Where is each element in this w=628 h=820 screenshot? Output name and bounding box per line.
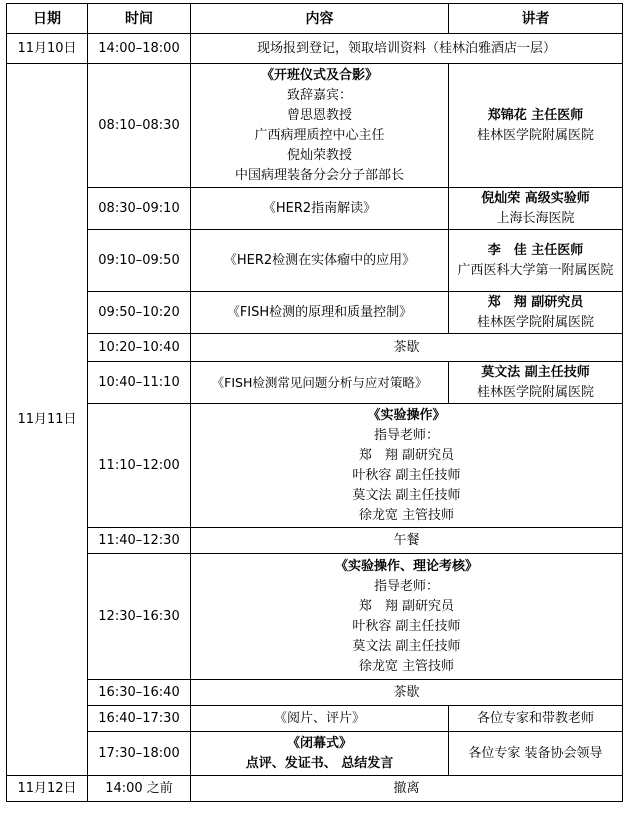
content-line: 莫文法 副主任技师 [352, 487, 461, 503]
table-row [7, 188, 623, 230]
time-cell: 09:10–09:50 [88, 230, 191, 292]
speaker-name: 郑锦花 主任医师 [487, 107, 584, 123]
speaker-name: 倪灿荣 高级实验师 [481, 190, 590, 206]
content-line: 郑 翔 副研究员 [358, 598, 455, 614]
time-cell: 12:30–16:30 [88, 554, 191, 680]
header-speaker: 讲者 [449, 4, 623, 34]
speaker-name: 莫文法 副主任技师 [481, 364, 590, 380]
date-cell: 11月10日 [7, 34, 88, 64]
speaker-org: 上海长海医院 [496, 210, 575, 226]
content-line: 指导老师： [373, 578, 439, 594]
session-title: 《开班仪式及合影》 [260, 67, 378, 83]
table-row [7, 776, 623, 802]
table-row [7, 528, 623, 554]
content-line: 徐龙宽 主管技师 [358, 658, 455, 674]
table-row [7, 64, 623, 188]
time-cell: 09:50–10:20 [88, 292, 191, 334]
header-content: 内容 [191, 4, 449, 34]
content-line: 曾思恩教授 [286, 107, 352, 123]
time-cell: 08:30–09:10 [88, 188, 191, 230]
session-title: 《闭幕式》 [286, 735, 352, 751]
time-cell: 17:30–18:00 [88, 732, 191, 776]
content-line: 指导老师： [373, 427, 439, 443]
time-cell: 10:40–11:10 [88, 362, 191, 404]
session-title: 《HER2指南解读》 [191, 188, 449, 230]
speaker-org: 广西医科大学第一附属医院 [457, 262, 614, 278]
time-cell: 10:20–10:40 [88, 334, 191, 362]
time-cell: 11:40–12:30 [88, 528, 191, 554]
content-line: 倪灿荣教授 [286, 147, 352, 163]
speaker-org: 桂林医学院附属医院 [476, 127, 594, 143]
session-title: 《阅片、评片》 [191, 706, 449, 732]
content-line: 致辞嘉宾： [286, 87, 352, 103]
time-cell: 16:40–17:30 [88, 706, 191, 732]
table-row [7, 334, 623, 362]
date-cell: 11月11日 [7, 64, 88, 776]
session-title: 《FISH检测的原理和质量控制》 [191, 292, 449, 334]
break-cell: 茶歇 [191, 334, 623, 362]
schedule-table [6, 3, 623, 802]
header-row [7, 4, 623, 34]
session-subtitle: 点评、发证书、 总结发言 [245, 755, 394, 771]
speaker-org: 桂林医学院附属医院 [476, 314, 594, 330]
table-row [7, 732, 623, 776]
break-cell: 茶歇 [191, 680, 623, 706]
speaker-name: 郑 翔 副研究员 [487, 294, 584, 310]
speaker-name: 李 佳 主任医师 [487, 242, 584, 258]
time-cell: 14:00 之前 [88, 776, 191, 802]
content-cell [191, 64, 449, 188]
session-title: 《实验操作、理论考核》 [334, 558, 478, 574]
time-cell: 14:00–18:00 [88, 34, 191, 64]
header-date: 日期 [7, 4, 88, 34]
content-cell: 撤离 [191, 776, 623, 802]
speaker-cell [449, 362, 623, 404]
session-title: 《HER2检测在实体瘤中的应用》 [191, 230, 449, 292]
content-line: 徐龙宽 主管技师 [358, 507, 455, 523]
content-cell [191, 404, 623, 528]
date-cell: 11月12日 [7, 776, 88, 802]
table-row [7, 292, 623, 334]
table-row [7, 34, 623, 64]
content-line: 莫文法 副主任技师 [352, 638, 461, 654]
session-title: 《实验操作》 [367, 407, 446, 423]
time-cell: 11:10–12:00 [88, 404, 191, 528]
time-cell: 08:10–08:30 [88, 64, 191, 188]
content-cell: 现场报到登记，领取培训资料（桂林泊雅酒店一层） [191, 34, 623, 64]
content-cell [191, 732, 449, 776]
speaker-cell: 各位专家和带教老师 [449, 706, 623, 732]
speaker-cell: 各位专家 装备协会领导 [449, 732, 623, 776]
content-line: 郑 翔 副研究员 [358, 447, 455, 463]
speaker-cell [449, 188, 623, 230]
table-row [7, 680, 623, 706]
content-line: 中国病理装备分会分子部部长 [234, 167, 404, 183]
time-cell: 16:30–16:40 [88, 680, 191, 706]
speaker-cell [449, 64, 623, 188]
content-line: 叶秋容 副主任技师 [352, 618, 461, 634]
content-line: 叶秋容 副主任技师 [352, 467, 461, 483]
lunch-cell: 午餐 [191, 528, 623, 554]
table-row [7, 230, 623, 292]
speaker-cell [449, 292, 623, 334]
table-row [7, 404, 623, 528]
table-row [7, 362, 623, 404]
header-time: 时间 [88, 4, 191, 34]
table-row [7, 706, 623, 732]
table-row [7, 554, 623, 680]
speaker-org: 桂林医学院附属医院 [476, 384, 594, 400]
speaker-cell [449, 230, 623, 292]
content-line: 广西病理质控中心主任 [254, 127, 385, 143]
session-title: 《FISH检测常见问题分析与应对策略》 [191, 362, 449, 404]
content-cell [191, 554, 623, 680]
